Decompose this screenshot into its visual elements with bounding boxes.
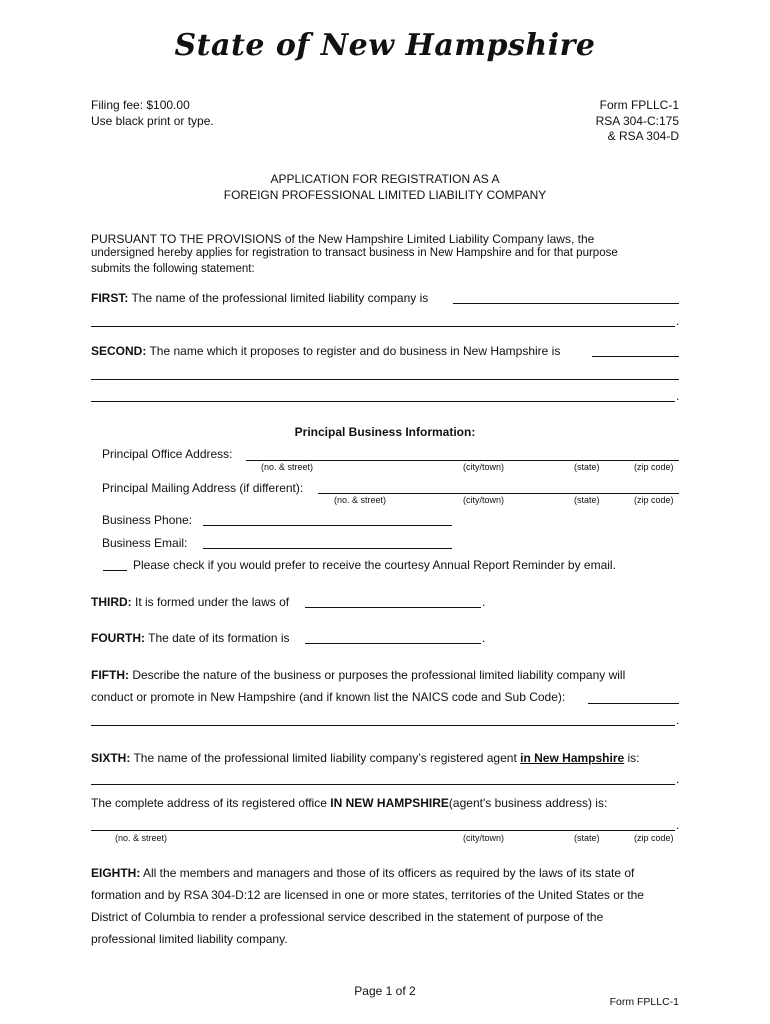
eighth-label: EIGHTH: (91, 866, 141, 880)
intro-line-2: undersigned hereby applies for registration to transact business in New Hampshire and for that purpose (91, 247, 618, 259)
heading-line-2: FOREIGN PROFESSIONAL LIMITED LIABILITY COMPANY (223, 188, 547, 202)
rsa-ref-2: & RSA 304-D (607, 129, 679, 143)
period: . (482, 631, 486, 645)
period: . (676, 389, 680, 403)
eighth-line-4: professional limited liability company. (91, 932, 288, 946)
heading-line-1: APPLICATION FOR REGISTRATION AS A (270, 172, 500, 186)
second-text: The name which it proposes to register and do business in New Hampshire is (149, 344, 561, 358)
nh-business-name-field[interactable] (592, 356, 679, 357)
eighth-line-1: All the members and managers and those of its officers as required by the laws of its state of (143, 866, 635, 880)
email-reminder-text: Please check if you would prefer to receive the courtesy Annual Report Reminder by email. (133, 558, 616, 572)
formation-date-field[interactable] (305, 643, 481, 644)
office-address-field[interactable] (246, 460, 679, 461)
registered-office-field[interactable] (91, 830, 675, 831)
email-reminder-checkbox[interactable] (103, 570, 127, 571)
mailing-address-label: Principal Mailing Address (if different): (102, 481, 304, 495)
period: . (676, 818, 680, 832)
first-statement (91, 291, 428, 305)
sixth-emphasis: in New Hampshire (520, 751, 625, 765)
nh-business-name-field-2[interactable] (91, 379, 679, 380)
sixth-statement (91, 751, 640, 765)
fourth-statement (91, 631, 290, 645)
business-email-label: Business Email: (102, 536, 188, 550)
reg-office-street-caption: (no. & street) (115, 833, 168, 843)
third-label: THIRD: (91, 595, 132, 609)
intro-line-1: PURSUANT TO THE PROVISIONS of the New Hampshire Limited Liability Company laws, the (91, 232, 595, 246)
registered-agent-field[interactable] (91, 784, 675, 785)
first-label: FIRST: (91, 291, 129, 305)
filing-fee: Filing fee: $100.00 (91, 98, 190, 112)
third-statement (91, 595, 289, 609)
form-id: Form FPLLC-1 (599, 98, 679, 112)
mailing-street-caption: (no. & street) (334, 495, 387, 505)
period: . (676, 314, 680, 328)
reg-office-zip-caption: (zip code) (634, 833, 674, 843)
footer-form-id: Form FPLLC-1 (609, 996, 679, 1008)
office-address-label: Principal Office Address: (102, 447, 233, 461)
formation-laws-field[interactable] (305, 607, 481, 608)
sixth-text: The name of the professional limited liability company’s registered agent (133, 751, 517, 765)
second-statement (91, 344, 560, 358)
fifth-label: FIFTH: (91, 668, 129, 682)
business-phone-field[interactable] (203, 525, 452, 526)
page-number: Page 1 of 2 (354, 984, 416, 998)
fourth-label: FOURTH: (91, 631, 145, 645)
third-text: It is formed under the laws of (135, 595, 290, 609)
mailing-state-caption: (state) (574, 495, 600, 505)
mailing-city-caption: (city/town) (463, 495, 505, 505)
business-email-field[interactable] (203, 548, 452, 549)
second-label: SECOND: (91, 344, 147, 358)
eighth-line-2: formation and by RSA 304-D:12 are licensed in one or more states, territories of the United States or the (91, 888, 644, 902)
period: . (482, 595, 486, 609)
fourth-text: The date of its formation is (148, 631, 290, 645)
first-text: The name of the professional limited liability company is (131, 291, 429, 305)
office-state-caption: (state) (574, 462, 600, 472)
office-text-2: (agent's business address) is: (448, 796, 608, 810)
principal-heading: Principal Business Information: (294, 425, 476, 439)
business-purpose-field-2[interactable] (91, 725, 675, 726)
eighth-line-3: District of Columbia to render a professional service described in the statement of purpose of the (91, 910, 604, 924)
company-name-field-continued[interactable] (91, 326, 675, 327)
fifth-line-2: conduct or promote in New Hampshire (and if known list the NAICS code and Sub Code): (91, 690, 566, 704)
company-name-field[interactable] (453, 303, 679, 304)
intro-line-3: submits the following statement: (91, 263, 255, 275)
office-address-statement (91, 796, 607, 810)
reg-office-city-caption: (city/town) (463, 833, 505, 843)
office-city-caption: (city/town) (463, 462, 505, 472)
mailing-address-field[interactable] (318, 493, 679, 494)
period: . (676, 713, 680, 727)
sixth-label: SIXTH: (91, 751, 131, 765)
page-title: State of New Hampshire (174, 28, 596, 63)
office-street-caption: (no. & street) (261, 462, 314, 472)
period: . (676, 772, 680, 786)
sixth-suffix: is: (627, 751, 640, 765)
fifth-statement (91, 668, 625, 682)
office-text-1: The complete address of its registered office (91, 796, 327, 810)
nh-business-name-field-3[interactable] (91, 401, 675, 402)
office-zip-caption: (zip code) (634, 462, 674, 472)
business-phone-label: Business Phone: (102, 513, 193, 527)
mailing-zip-caption: (zip code) (634, 495, 674, 505)
office-emphasis: IN NEW HAMPSHIRE (330, 796, 449, 810)
fifth-line-1: Describe the nature of the business or purposes the professional limited liability company will (132, 668, 626, 682)
reg-office-state-caption: (state) (574, 833, 600, 843)
eighth-statement (91, 866, 634, 880)
business-purpose-field[interactable] (588, 703, 679, 704)
print-note: Use black print or type. (91, 114, 214, 128)
rsa-ref-1: RSA 304-C:175 (595, 114, 679, 128)
